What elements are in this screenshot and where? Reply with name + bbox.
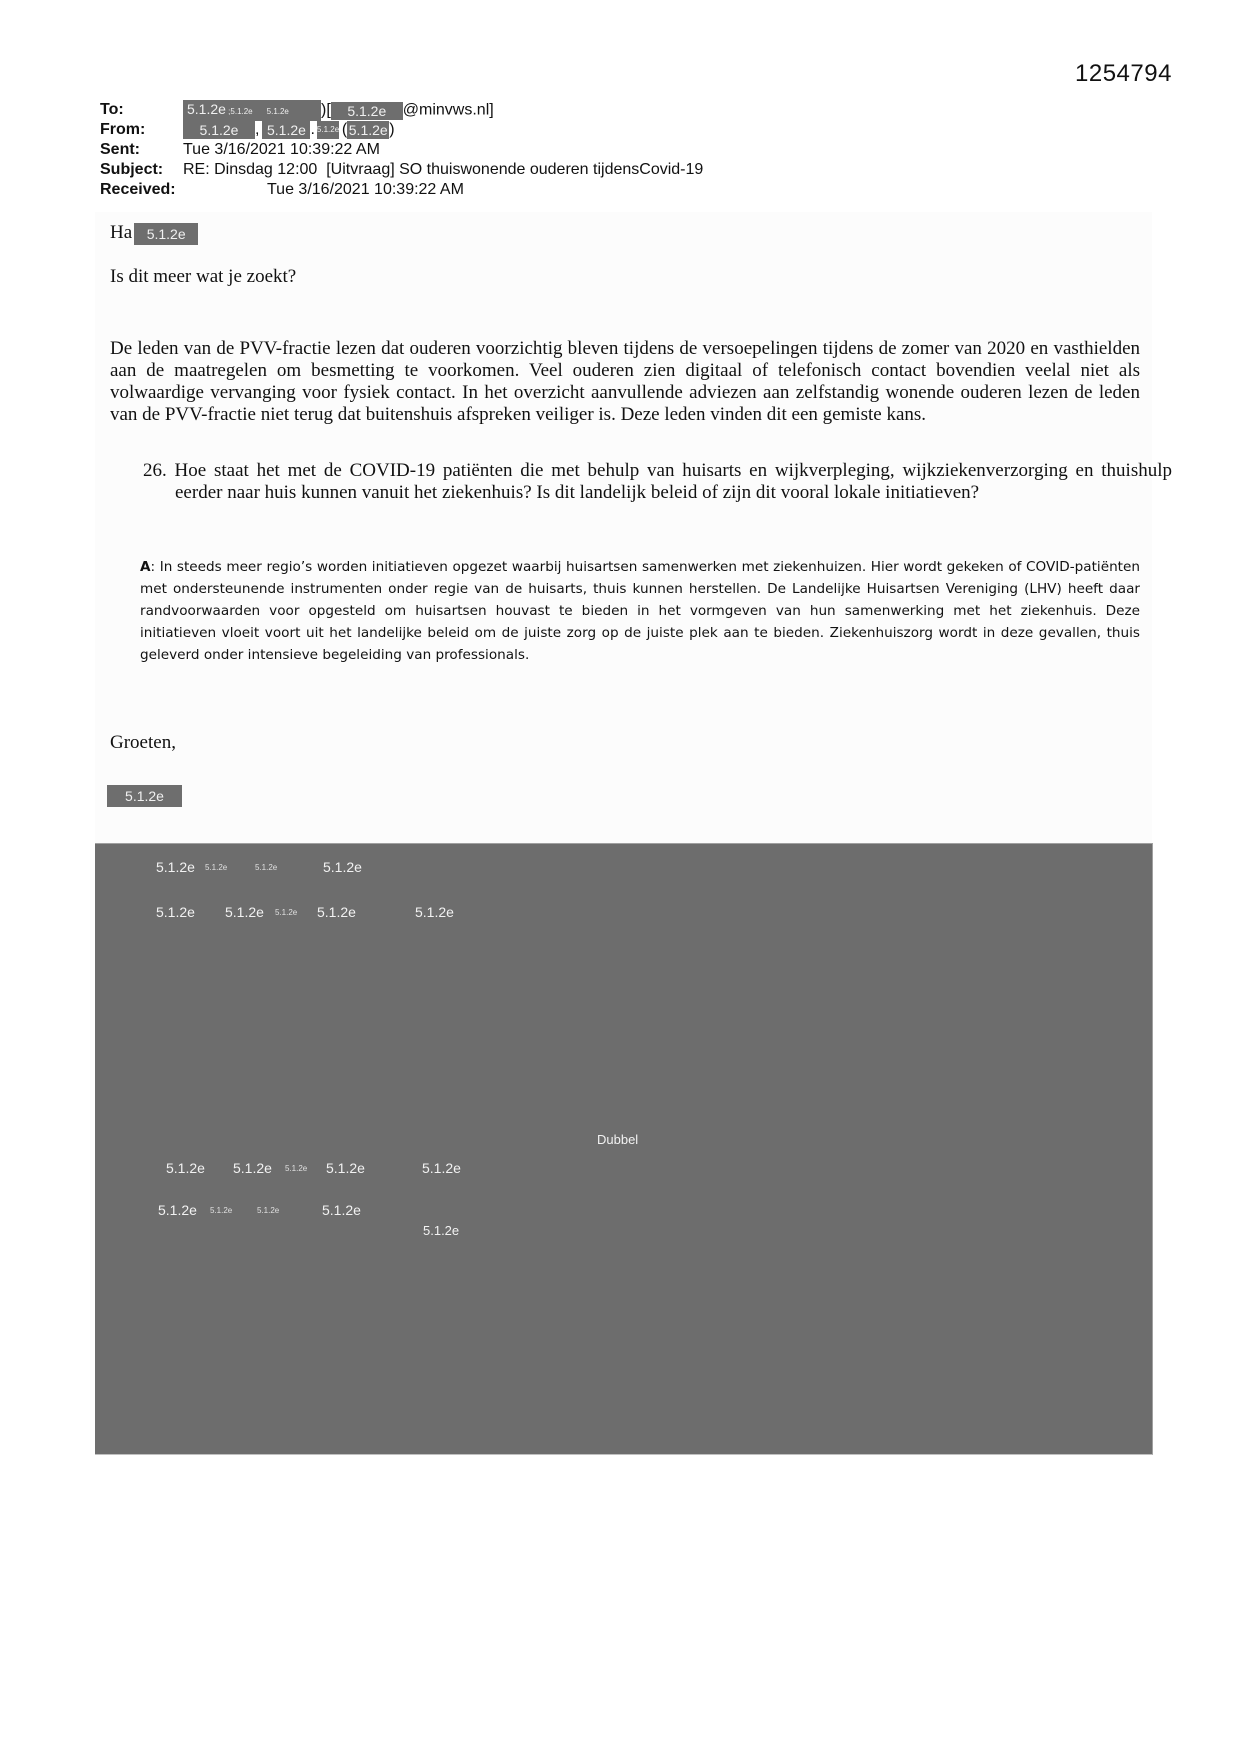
sent-value: Tue 3/16/2021 10:39:22 AM	[183, 141, 380, 158]
from-separator: .	[310, 121, 315, 138]
question-26	[143, 460, 1172, 504]
redaction-code: 5.1.2e	[156, 859, 195, 875]
dubbel-label: Dubbel	[597, 1132, 639, 1147]
redaction-code: 5.1.2e	[326, 1160, 365, 1176]
sent-label: Sent:	[100, 141, 140, 158]
from-value	[183, 120, 395, 140]
redaction-code: 5.1.2e	[255, 863, 278, 872]
redaction-code: 5.1.2e	[423, 1223, 460, 1238]
received-label: Received:	[100, 181, 176, 198]
redaction-code: 5.1.2e	[317, 904, 356, 920]
redaction-code: 5.1.2e	[322, 1202, 361, 1218]
redaction-code: 5.1.2e	[323, 859, 362, 875]
answer-prefix: A	[140, 559, 151, 575]
to-separator: )[	[321, 101, 331, 119]
redaction-box: 5.1.2e	[348, 121, 388, 138]
redaction-box: 5.1.2e	[183, 121, 255, 139]
email-body	[95, 212, 1172, 843]
closing: Groeten,	[110, 732, 176, 753]
question-number: 26.	[143, 460, 167, 481]
redaction-code: 5.1.2e	[233, 1160, 272, 1176]
received-value: Tue 3/16/2021 10:39:22 AM	[267, 181, 464, 198]
redaction-code: 5.1.2e	[225, 904, 264, 920]
redaction-box: 5.1.2e	[331, 102, 403, 120]
redaction-box: 5.1.2e	[262, 121, 310, 139]
redaction-code: 5.1.2e	[266, 107, 289, 116]
redaction-code: 5.1.2e	[230, 107, 253, 116]
intro-text: Is dit meer wat je zoekt?	[110, 266, 297, 287]
redaction-code: 5.1.2e	[187, 101, 226, 117]
from-separator: (	[341, 121, 348, 138]
redaction-code: 5.1.2e	[166, 1160, 205, 1176]
redaction-code: 5.1.2e	[275, 908, 298, 917]
from-label: From:	[100, 121, 146, 138]
redacted-signature-block	[95, 843, 1153, 1455]
redaction-code: 5.1.2e	[156, 904, 195, 920]
question-text: Hoe staat het met de COVID-19 patiënten die met behulp van huisarts en wijkverpleging, wijkziekenverzorging en thuishulp eerder naar huis kunnen vanuit het ziekenhuis? Is dit landelijk beleid of zijn dit vooral lokale initiatieven?	[174, 460, 1172, 503]
redaction-box: 5.1.2e	[317, 121, 339, 139]
from-separator: ,	[255, 121, 260, 138]
answer-block	[140, 556, 1140, 666]
redaction-code: 5.1.2e	[158, 1202, 197, 1218]
answer-text: : In steeds meer regio’s worden initiatieven opgezet waarbij huisartsen samenwerken met ziekenhuizen. Hier wordt gekeken of COVID-patiënten met ondersteunende instrumenten onder regie van de huisarts, thuis kunnen herstellen. De Landelijke Huisartsen Vereniging (LHV) heeft daar randvoorwaarden voor opgesteld om huisartsen houvast te bieden in het vormgeven van hun samenwerking met het ziekenhuis. Deze initiatieven vloeit voort uit het landelijke beleid om de juiste zorg op de juiste plek aan te bieden. Ziekenhuiszorg wordt in deze gevallen, thuis geleverd onder intensieve begeleiding van professionals.	[140, 559, 1140, 663]
to-label: To:	[100, 101, 124, 118]
redaction-code: 5.1.2e	[415, 904, 454, 920]
from-separator: )	[389, 121, 395, 138]
greeting-redaction: 5.1.2e	[134, 223, 198, 245]
context-paragraph: De leden van de PVV-fractie lezen dat ouderen voorzichtig bleven tijdens de versoepelingen tijdens de zomer van 2020 en vasthielden aan de maatregelen om besmetting te voorkomen. Veel ouderen zien digitaal of telefonisch contact bovendien veelal niet als volwaardige vervanging voor fysiek contact. In het overzicht aanvullende adviezen aan zelfstandig wonende ouderen lezen de leden van de PVV-fractie niet terug dat buitenshuis afspreken veiliger is. Deze leden vinden dit een gemiste kans.	[110, 338, 1140, 425]
document-id: 1254794	[1075, 60, 1172, 87]
signature-redaction: 5.1.2e	[107, 785, 182, 807]
to-value	[183, 100, 494, 121]
redaction-code: 5.1.2e	[285, 1164, 308, 1173]
redaction-code: 5.1.2e	[257, 1206, 280, 1215]
redaction-code: 5.1.2e	[205, 863, 228, 872]
redaction-box: 5.1.2e ;5.1.2e 5.1.2e	[183, 100, 321, 121]
greeting-text: Ha	[110, 222, 133, 243]
greeting	[110, 222, 198, 245]
subject-label: Subject:	[100, 161, 164, 178]
redaction-code: 5.1.2e	[210, 1206, 233, 1215]
redaction-code: 5.1.2e	[422, 1160, 461, 1176]
to-domain: @minvws.nl]	[402, 101, 494, 119]
subject-value: RE: Dinsdag 12:00 [Uitvraag] SO thuiswonende ouderen tijdensCovid-19	[183, 161, 704, 178]
